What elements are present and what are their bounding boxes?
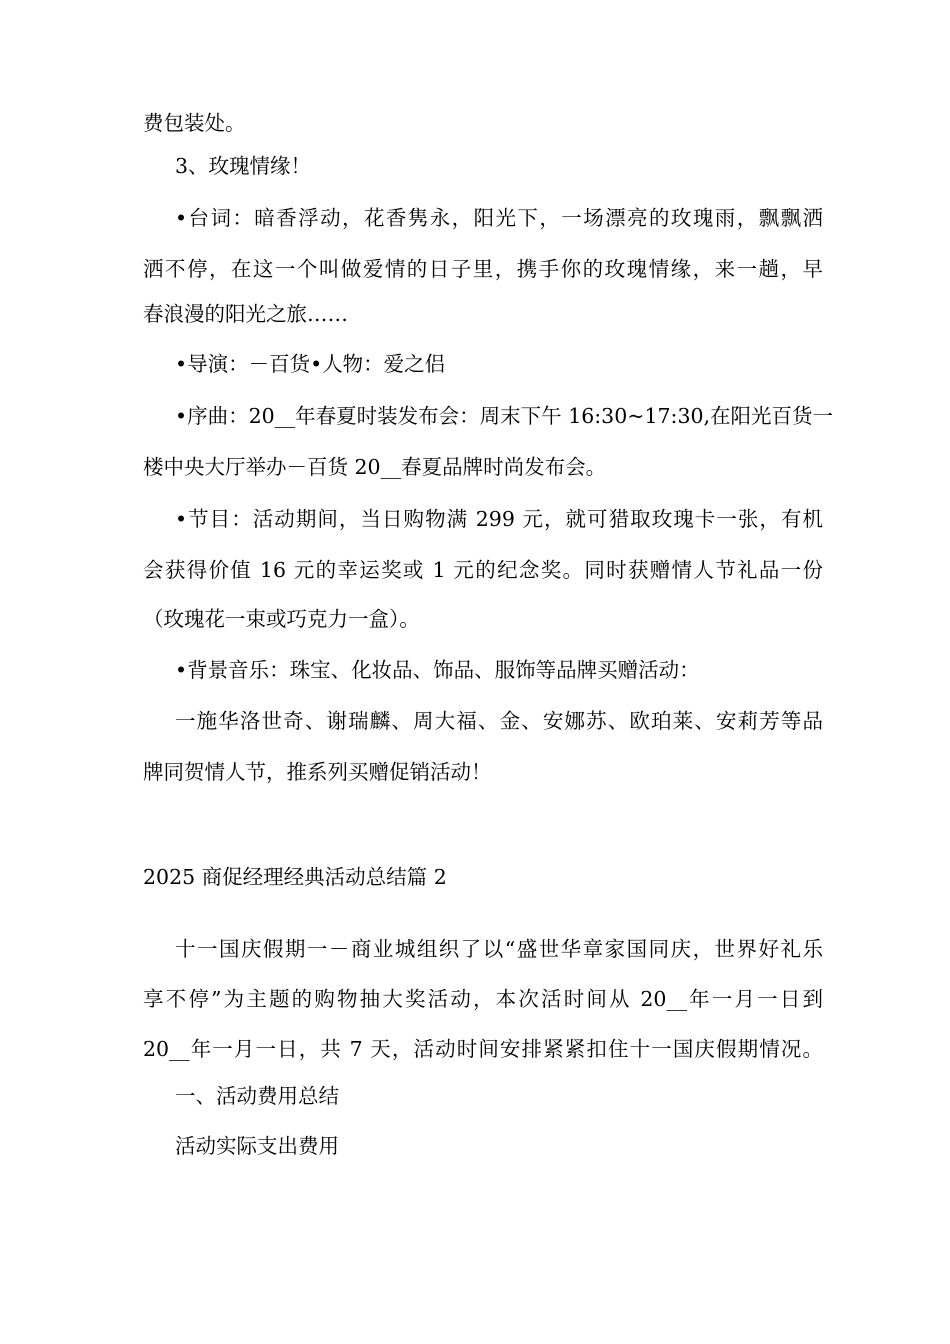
paragraph-line: 活动实际支出费用 [175, 1134, 339, 1158]
paragraph-line: •导演：－百货•人物：爱之侣 [175, 352, 446, 376]
paragraph-line: •台词：暗香浮动，花香隽永，阳光下，一场漂亮的玫瑰雨，飘飘洒 [175, 206, 823, 230]
paragraph-line: 一施华洛世奇、谢瑞麟、周大福、金、安娜苏、欧珀莱、安莉芳等品 [175, 709, 823, 733]
paragraph-line: 洒不停，在这一个叫做爱情的日子里，携手你的玫瑰情缘，来一趟，早 [143, 257, 823, 281]
paragraph-line: 享不停”为主题的购物抽大奖活动，本次活时间从 20__年一月一日到 [143, 987, 823, 1011]
paragraph-line: •序曲：20__年春夏时装发布会：周末下午 16:30~17:30,在阳光百货一 [175, 404, 834, 428]
section-heading: 3、玫瑰情缘！ [175, 154, 312, 178]
paragraph-line: （玫瑰花一束或巧克力一盒）。 [143, 607, 420, 631]
paragraph-line: 会获得价值 16 元的幸运奖或 1 元的纪念奖。同时获赠情人节礼品一份 [143, 558, 823, 582]
paragraph-line: 牌同贺情人节，推系列买赠促销活动！ [143, 760, 492, 784]
paragraph-line: •节目：活动期间，当日购物满 299 元，就可猎取玫瑰卡一张，有机 [175, 507, 823, 531]
subsection-heading: 一、活动费用总结 [175, 1084, 339, 1108]
paragraph-line: 费包装处。 [143, 111, 246, 135]
section-title: 2025 商促经理经典活动总结篇 2 [143, 865, 447, 889]
paragraph-line: 春浪漫的阳光之旅…… [143, 302, 348, 326]
paragraph-line: 20__年一月一日，共 7 天，活动时间安排紧紧扣住十一国庆假期情况。 [143, 1037, 823, 1061]
paragraph-line: 十一国庆假期一－商业城组织了以“盛世华章家国同庆，世界好礼乐 [175, 937, 823, 961]
paragraph-line: •背景音乐：珠宝、化妆品、饰品、服饰等品牌买赠活动： [175, 658, 700, 682]
paragraph-line: 楼中央大厅举办－百货 20__春夏品牌时尚发布会。 [143, 455, 607, 479]
